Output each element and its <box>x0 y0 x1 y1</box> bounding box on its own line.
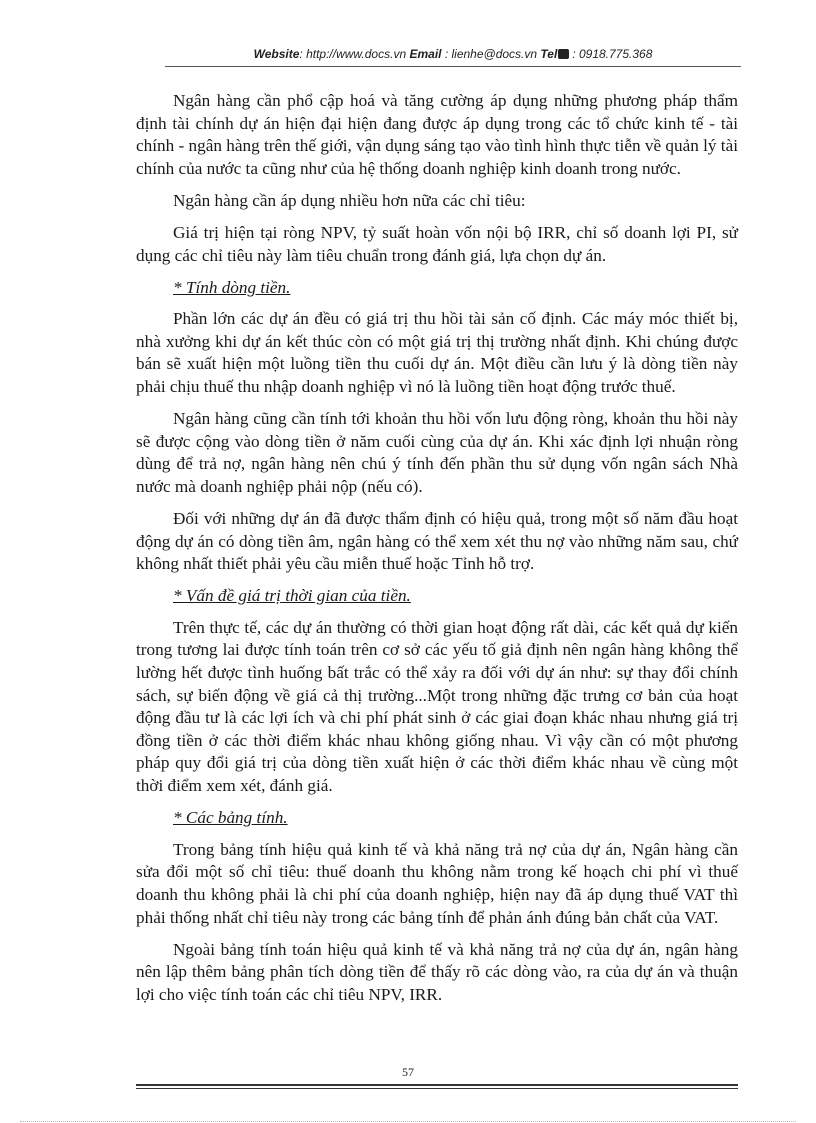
footer-rule <box>136 1084 738 1086</box>
footer-rule-thin <box>136 1088 738 1089</box>
document-body <box>136 90 738 1016</box>
section-heading <box>136 807 738 830</box>
phone-icon <box>558 49 569 59</box>
page-edge-dots <box>20 1121 796 1122</box>
paragraph: Phần lớn các dự án đều có giá trị thu hồi tài sản cố định. Các máy móc thiết bị, nhà xưởng khi dự án kết thúc còn có một giá trị thị trường nhất định. Khi chúng được bán sẽ xuất hiện một luồng tiền thu cuối dự án. Một điều cần lưu ý là dòng tiền này phải chịu thuế thu nhập doanh nghiệp vì nó là luồng tiền hoạt động trước thuế. <box>136 309 738 397</box>
section-heading <box>136 585 738 608</box>
website-value: : http://www.docs.vn <box>299 47 407 61</box>
website-label: Website <box>253 47 300 61</box>
section-heading <box>136 277 738 300</box>
paragraph: Trong bảng tính hiệu quả kinh tế và khả năng trả nợ của dự án, Ngân hàng cần sửa đổi một số chỉ tiêu: thuế doanh thu không nằm trong kế hoạch chi phí vì thuế doanh thu không phải là chi phí của doanh nghiệp, hiện nay đã áp dụng thuế VAT thì phải thống nhất chỉ tiêu này trong các bảng tính để phản ánh đúng bản chất của VAT. <box>136 839 738 927</box>
paragraph: Ngân hàng cần phổ cập hoá và tăng cường áp dụng những phương pháp thẩm định tài chính dự án hiện đại hiện đang được áp dụng trong các tổ chức kinh tế - tài chính - ngân hàng trên thế giới, vận dụng sáng tạo vào tình hình thực tiễn về quản lý tài chính của nước ta cũng như của hệ thống doanh nghiệp kinh doanh trong nước. <box>136 91 738 178</box>
header-rule <box>165 66 741 67</box>
paragraph: Giá trị hiện tại ròng NPV, tỷ suất hoàn vốn nội bộ IRR, chỉ số doanh lợi PI, sử dụng các chỉ tiêu này làm tiêu chuẩn trong đánh giá, lựa chọn dự án. <box>136 222 738 265</box>
email-label: Email <box>409 47 442 61</box>
paragraph: Ngoài bảng tính toán hiệu quả kinh tế và khả năng trả nợ của dự án, ngân hàng nên lập thêm bảng phân tích dòng tiền để thấy rõ các dòng vào, ra của dự án và thuận lợi cho việc tính toán các chỉ tiêu NPV, IRR. <box>136 939 738 1004</box>
tel-value: : 0918.775.368 <box>572 47 653 61</box>
section-heading-text: * Các bảng tính. <box>173 808 288 828</box>
paragraph: Ngân hàng cần áp dụng nhiều hơn nữa các chỉ tiêu: <box>173 190 526 210</box>
section-heading-text: * Tính dòng tiền. <box>173 277 291 297</box>
section-heading-text: * Vấn đề giá trị thời gian của tiền. <box>173 586 411 606</box>
paragraph: Ngân hàng cũng cần tính tới khoản thu hồi vốn lưu động ròng, khoản thu hồi này sẽ được cộng vào dòng tiền ở năm cuối cùng của dự án. Khi xác định lợi nhuận ròng dùng để trả nợ, ngân hàng nên chú ý tính đến phần thu sử dụng vốn ngân sách Nhà nước mà doanh nghiệp phải nộp (nếu có). <box>136 409 738 496</box>
page-number: 57 <box>402 1065 414 1079</box>
tel-label: Tel <box>540 47 558 61</box>
paragraph: Trên thực tế, các dự án thường có thời gian hoạt động rất dài, các kết quả dự kiến trong tương lai được tính toán trên cơ sở các yếu tố giả định nên ngân hàng không thể lường hết được tình huống bất trắc có thể xảy ra đối với dự án như: sự thay đổi chính sách, sự biến động về giá cả thị trường...Một trong những đặc trưng cơ bản của hoạt động đầu tư là các lợi ích và chi phí phát sinh ở các giai đoạn khác nhau nhưng giá trị đồng tiền ở các thời điểm khác nhau không giống nhau. Vì vậy cần có một phương pháp quy đổi giá trị của dòng tiền xuất hiện ở các thời điểm khác nhau về cùng một thời điểm xem xét, đánh giá. <box>136 617 738 796</box>
paragraph: Đối với những dự án đã được thẩm định có hiệu quả, trong một số năm đầu hoạt động dự án có dòng tiền âm, ngân hàng có thể xem xét thu nợ vào những năm sau, chứ không nhất thiết phải yêu cầu miễn thuế hoặc Tỉnh hỗ trợ. <box>136 509 738 574</box>
email-value: : lienhe@docs.vn <box>444 47 538 61</box>
